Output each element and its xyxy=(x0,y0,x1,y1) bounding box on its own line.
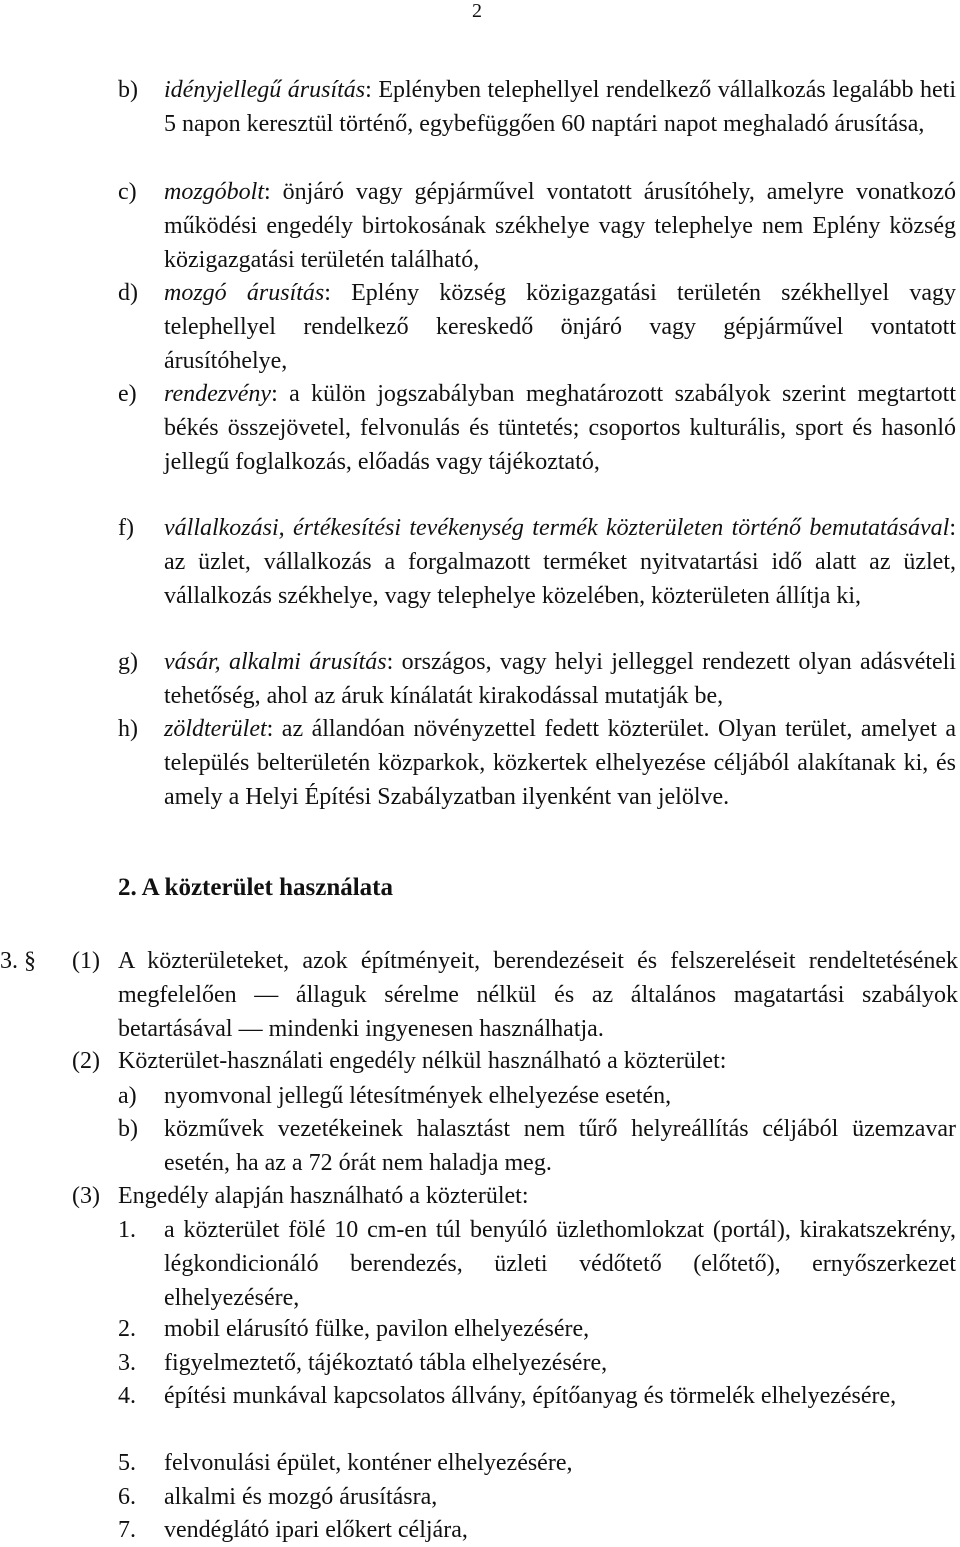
paragraph-3 xyxy=(72,1179,958,1213)
definition-item xyxy=(118,645,956,713)
item-label: b) xyxy=(118,77,138,103)
list-item xyxy=(118,1079,956,1113)
paragraph-text: Közterület-használati engedély nélkül használható a közterület: xyxy=(118,1048,727,1074)
item-label: 3. xyxy=(118,1350,136,1376)
paragraph-label: (2) xyxy=(72,1048,100,1074)
definition-item xyxy=(118,712,956,814)
item-label: 1. xyxy=(118,1217,136,1243)
list-item xyxy=(118,1379,956,1413)
definition-text: : Eplényben telephellyel rendelkező vállalkozás legalább heti 5 napon keresztül történő, egybefüggően 60 naptári napot meghaladó árusítása, xyxy=(164,77,956,137)
item-text: figyelmeztető, tájékoztató tábla elhelyezésére, xyxy=(164,1350,608,1376)
list-item xyxy=(118,1312,956,1346)
definition-text: : az üzlet, vállalkozás a forgalmazott terméket nyitvatartási idő alatt az üzlet, vállalkozás székhelye, vagy telephelye közelében, közterületen állítja ki, xyxy=(164,515,956,609)
item-text: építési munkával kapcsolatos állvány, építőanyag és törmelék elhelyezésére, xyxy=(164,1383,897,1409)
definition-text: : a külön jogszabályban meghatározott szabályok szerint megtartott békés összejövetel, felvonulás és tüntetés; csoportos kulturális, sport és hasonló jellegű foglalkozás, előadás vagy tájékoztató, xyxy=(164,381,956,475)
paragraph-1 xyxy=(72,944,958,1046)
term: mozgóbolt xyxy=(164,179,265,205)
paragraph-text: A közterületeket, azok építményeit, berendezéseit és felszereléseit rendeltetésének megfelelően — állaguk sérelme nélkül és az általános magatartási szabályok betartásával — mindenki ingyenesen használhatja. xyxy=(118,948,958,1042)
definition-text: : országos, vagy helyi jelleggel rendezett olyan adásvételi tehetőség, ahol az áruk kínálatát kirakodással mutatják be, xyxy=(164,649,957,709)
item-text: a közterület fölé 10 cm-en túl benyúló üzlethomlokzat (portál), kirakatszekrény, légkondicionáló berendezés, üzleti védőtető (előtető), ernyőszerkezet elhelyezésére, xyxy=(164,1217,956,1311)
paragraph-text: Engedély alapján használható a közterület: xyxy=(118,1183,529,1209)
item-label: 5. xyxy=(118,1450,136,1476)
item-text: mobil elárusító fülke, pavilon elhelyezésére, xyxy=(164,1316,590,1342)
page-number: 2 xyxy=(472,0,482,22)
list-item xyxy=(118,1446,956,1480)
item-text: felvonulási épület, konténer elhelyezésére, xyxy=(164,1450,573,1476)
item-label: f) xyxy=(118,515,134,541)
item-label: a) xyxy=(118,1083,137,1109)
list-item xyxy=(118,1112,956,1180)
section-number: 3. § xyxy=(0,948,36,974)
list-item xyxy=(118,1513,956,1547)
paragraph-label: (3) xyxy=(72,1183,100,1209)
item-text: közművek vezetékeinek halasztást nem tűrő helyreállítás céljából üzemzavar esetén, ha az a 72 órát nem haladja meg. xyxy=(164,1116,956,1176)
item-text: alkalmi és mozgó árusításra, xyxy=(164,1484,438,1510)
list-item xyxy=(118,1480,956,1514)
term: vásár, alkalmi árusítás xyxy=(164,649,387,675)
definition-text: : Eplény község közigazgatási területén székhellyel vagy telephellyel rendelkező kereskedő önjáró vagy gépjárművel vontatott árusítóhelye, xyxy=(164,280,956,374)
definition-text: : az állandóan növényzettel fedett közterület. Olyan terület, amelyet a település belterületén közparkok, közkertek elhelyezése céljából alakítanak ki, és amely a Helyi Építési Szabályzatban ilyenként van jelölve. xyxy=(164,716,956,810)
definition-item xyxy=(118,511,956,613)
item-label: b) xyxy=(118,1116,138,1142)
item-text: vendéglátó ipari előkert céljára, xyxy=(164,1517,468,1543)
section-heading: 2. A közterület használata xyxy=(118,874,393,901)
paragraph-2 xyxy=(72,1044,958,1078)
term: rendezvény xyxy=(164,381,272,407)
definition-text: : önjáró vagy gépjárművel vontatott árusítóhely, amelyre vonatkozó működési engedély birtokosának székhelye vagy telephelye nem Eplény község közigazgatási területén található, xyxy=(164,179,956,273)
item-label: g) xyxy=(118,649,138,675)
item-label: 2. xyxy=(118,1316,136,1342)
paragraph-label: (1) xyxy=(72,948,100,974)
item-label: 7. xyxy=(118,1517,136,1543)
definition-item xyxy=(118,276,956,378)
term: idényjellegű árusítás xyxy=(164,77,366,103)
list-item xyxy=(118,1213,956,1315)
item-label: 6. xyxy=(118,1484,136,1510)
item-label: d) xyxy=(118,280,138,306)
term: mozgó árusítás xyxy=(164,280,325,306)
item-label: 4. xyxy=(118,1383,136,1409)
item-text: nyomvonal jellegű létesítmények elhelyezése esetén, xyxy=(164,1083,672,1109)
definition-item xyxy=(118,73,956,141)
item-label: h) xyxy=(118,716,138,742)
definition-item xyxy=(118,175,956,277)
item-label: e) xyxy=(118,381,137,407)
term: vállalkozási, értékesítési tevékenység termék közterületen történő bemutatásával xyxy=(164,515,950,541)
term: zöldterület xyxy=(164,716,267,742)
list-item xyxy=(118,1346,956,1380)
item-label: c) xyxy=(118,179,137,205)
definition-item xyxy=(118,377,956,479)
